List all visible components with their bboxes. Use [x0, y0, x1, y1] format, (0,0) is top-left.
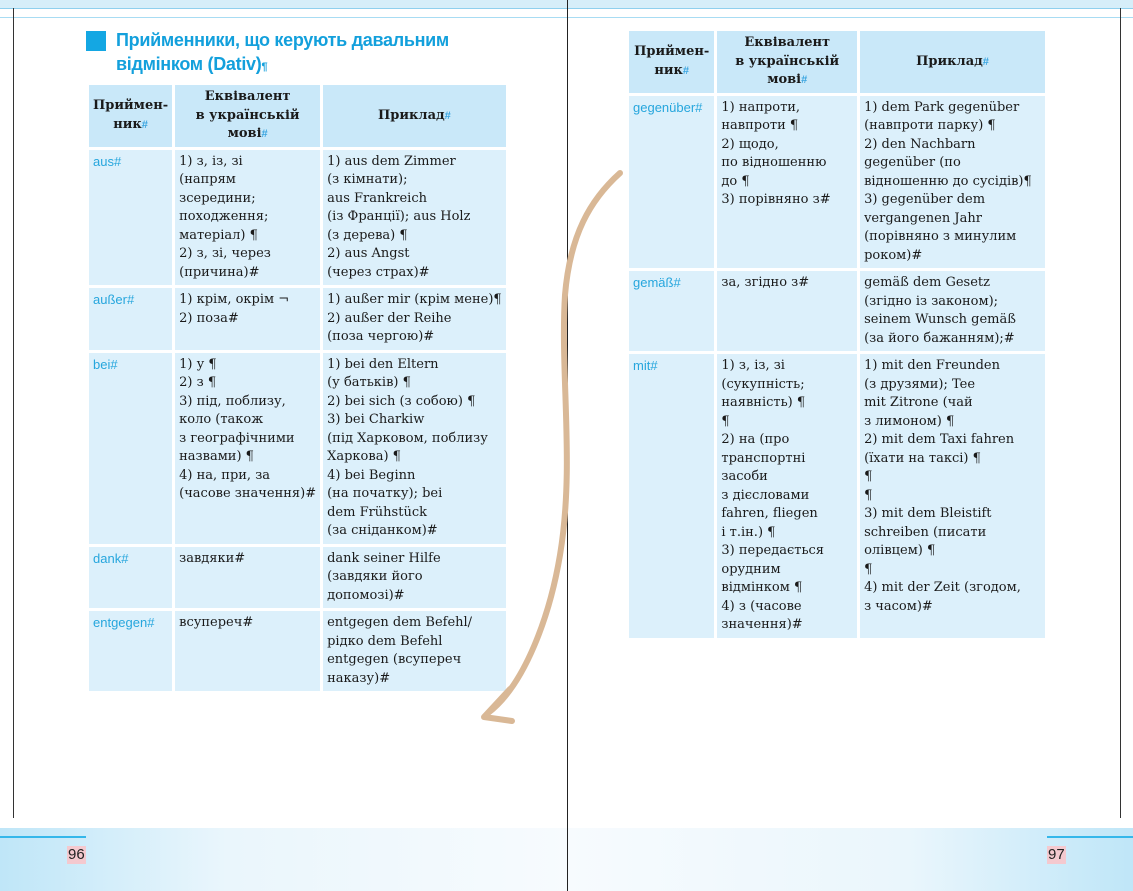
- cell-line: походження;: [179, 209, 269, 224]
- preposition-cell: [629, 271, 714, 351]
- cell-line: коло (також: [179, 412, 264, 427]
- right-prepositions-table: [626, 28, 1048, 641]
- cell-line: gemäß dem Gesetz: [864, 275, 990, 290]
- cell-line: mit Zitrone (чай: [864, 395, 973, 410]
- table-header-row: [629, 31, 1045, 93]
- cell-line: 1) außer mir (крім мене)¶: [327, 292, 502, 307]
- cell-line: ¶: [864, 487, 873, 503]
- cell-line: gegenüber (по: [864, 155, 961, 170]
- cell-line: 3) bei Charkiw: [327, 412, 425, 427]
- cell-line: gemäß#: [633, 275, 681, 290]
- cell-line: 1) у ¶: [179, 356, 217, 372]
- left-footer-rule: [0, 836, 86, 838]
- cell-line: (під Харковом, поблизу: [327, 430, 488, 446]
- cell-line: (напрям: [179, 172, 236, 187]
- cell-line: відношенню до сусідів)¶: [864, 173, 1032, 189]
- cell-line: рідко dem Befehl: [327, 633, 443, 649]
- cell-line: 1) dem Park gegenüber: [864, 99, 1020, 115]
- cell-line: (з дерева) ¶: [327, 227, 408, 243]
- cell-line: 2) на (про: [721, 432, 790, 447]
- cell-line: 4) з (часове: [721, 598, 802, 614]
- cell-line: (порівняно з минулим: [864, 229, 1017, 244]
- cell-line: fahren, fliegen: [721, 506, 818, 521]
- table-row: [629, 271, 1045, 351]
- table-row: [629, 96, 1045, 269]
- example-cell: [860, 354, 1045, 638]
- right-footer-rule: [1047, 836, 1133, 838]
- cell-line: (їхати на таксі) ¶: [864, 450, 981, 466]
- preposition-cell: [89, 611, 172, 691]
- cell-line: 3) порівняно з#: [721, 192, 831, 207]
- cell-line: schreiben (писати: [864, 524, 987, 540]
- cell-line: 2) außer der Reihe: [327, 310, 452, 326]
- table-row: [89, 611, 506, 691]
- cell-line: 1) bei den Eltern: [327, 356, 439, 372]
- cell-line: (часове значення)#: [179, 486, 317, 501]
- cell-line: (за сніданком)#: [327, 523, 438, 538]
- column-header-example: Приклад#: [860, 31, 1045, 93]
- cell-line: 1) з, із, зі: [179, 153, 243, 169]
- cell-line: ¶: [864, 469, 873, 484]
- column-header-equivalent: Еквівалент в українській мові#: [717, 31, 857, 93]
- cell-line: (поза чергою)#: [327, 329, 435, 344]
- cell-line: завдяки#: [179, 550, 246, 566]
- preposition-cell: [629, 354, 714, 638]
- cell-line: до ¶: [721, 173, 750, 189]
- cell-line: 3) mit dem Bleistift: [864, 506, 992, 521]
- cell-line: 2) з ¶: [179, 375, 217, 390]
- cell-line: aus#: [93, 153, 122, 169]
- cell-line: entgegen dem Befehl/: [327, 615, 473, 630]
- cell-line: ¶: [721, 413, 730, 429]
- cell-line: (сукупність;: [721, 376, 805, 392]
- cell-line: dank seiner Hilfe: [327, 550, 441, 566]
- cell-line: 4) mit der Zeit (згодом,: [864, 580, 1021, 595]
- left-table-body: [89, 150, 506, 692]
- table-row: [89, 353, 506, 544]
- right-margin-line: [1120, 8, 1121, 818]
- cell-line: (через страх)#: [327, 264, 430, 280]
- cell-line: навпроти ¶: [721, 118, 799, 133]
- cell-line: (згідно із законом);: [864, 293, 999, 309]
- preposition-cell: [629, 96, 714, 269]
- example-cell: [860, 271, 1045, 351]
- cell-line: entgegen#: [93, 615, 155, 630]
- cell-line: dem Frühstück: [327, 504, 427, 520]
- cell-line: 3) gegenüber dem: [864, 192, 986, 207]
- cell-line: mit#: [633, 358, 658, 373]
- cell-line: назвами) ¶: [179, 449, 254, 464]
- example-cell: [860, 96, 1045, 269]
- cell-line: 3) передається: [721, 543, 825, 558]
- preposition-cell: [89, 288, 172, 350]
- cell-line: всупереч#: [179, 615, 254, 630]
- right-table-body: [629, 96, 1045, 638]
- cell-line: 1) mit den Freunden: [864, 358, 1000, 373]
- preposition-cell: [89, 547, 172, 609]
- cell-line: 2) з, зі, через: [179, 246, 271, 261]
- cell-line: gegenüber#: [633, 99, 703, 115]
- cell-line: з лимоном) ¶: [864, 413, 955, 429]
- cell-line: і т.ін.) ¶: [721, 524, 776, 540]
- heading-line-1: Прийменники, що керують давальним: [116, 30, 449, 50]
- cell-line: 2) mit dem Taxi fahren: [864, 432, 1015, 447]
- cell-line: олівцем) ¶: [864, 543, 936, 558]
- cell-line: роком)#: [864, 247, 923, 263]
- left-margin-line: [13, 8, 14, 818]
- column-header-example: Приклад#: [323, 85, 506, 147]
- preposition-cell: [89, 353, 172, 544]
- heading-bullet-icon: [86, 31, 106, 51]
- cell-line: bei#: [93, 356, 118, 372]
- cell-line: наказу)#: [327, 670, 391, 686]
- cell-line: dank#: [93, 550, 129, 566]
- cell-line: (у батьків) ¶: [327, 375, 411, 390]
- cell-line: seinem Wunsch gemäß: [864, 312, 1016, 327]
- equivalent-cell: [717, 96, 857, 269]
- cell-line: (з кімнати);: [327, 172, 408, 187]
- cell-line: з часом)#: [864, 598, 933, 614]
- column-header-preposition: Приймен- ник#: [629, 31, 714, 93]
- cell-line: 3) під, поблизу,: [179, 393, 286, 409]
- equivalent-cell: [175, 353, 320, 544]
- heading-line-2: відмінком (Dativ): [116, 54, 262, 74]
- cell-line: 2) aus Angst: [327, 246, 410, 261]
- cell-line: außer#: [93, 292, 135, 307]
- table-row: [629, 354, 1045, 638]
- cell-line: entgegen (всупереч: [327, 652, 462, 667]
- cell-line: 1) з, із, зі: [721, 358, 785, 373]
- cell-line: 2) bei sich (з собою) ¶: [327, 393, 476, 409]
- cell-line: (з друзями); Tee: [864, 376, 976, 392]
- equivalent-cell: [717, 354, 857, 638]
- equivalent-cell: [175, 611, 320, 691]
- cell-line: наявність) ¶: [721, 395, 806, 410]
- cell-line: (за його бажанням);#: [864, 330, 1015, 346]
- column-header-preposition: Приймен- ник#: [89, 85, 172, 147]
- table-header-row: [89, 85, 506, 147]
- continuation-arrow-icon: [470, 165, 630, 735]
- cell-line: aus Frankreich: [327, 190, 427, 206]
- page-number-right: 97: [1048, 846, 1065, 863]
- cell-line: (із Франції); aus Holz: [327, 209, 471, 224]
- cell-line: по відношенню: [721, 155, 827, 170]
- cell-line: (на початку); bei: [327, 486, 443, 501]
- cell-line: значення)#: [721, 617, 803, 632]
- equivalent-cell: [175, 150, 320, 286]
- cell-line: (причина)#: [179, 264, 260, 280]
- equivalent-cell: [175, 547, 320, 609]
- table-row: [89, 288, 506, 350]
- cell-line: (навпроти парку) ¶: [864, 118, 996, 133]
- cell-line: 2) den Nachbarn: [864, 136, 976, 152]
- table-row: [89, 547, 506, 609]
- cell-line: 1) aus dem Zimmer: [327, 153, 456, 169]
- cell-line: з дієсловами: [721, 487, 810, 503]
- equivalent-cell: [175, 288, 320, 350]
- page-number-left: 96: [68, 846, 85, 863]
- cell-line: Харкова) ¶: [327, 449, 401, 464]
- cell-line: орудним: [721, 561, 781, 577]
- cell-line: засоби: [721, 469, 768, 484]
- cell-line: з географічними: [179, 430, 295, 446]
- preposition-cell: [89, 150, 172, 286]
- cell-line: ¶: [864, 561, 873, 577]
- cell-line: транспортні: [721, 450, 806, 466]
- cell-line: 4) на, при, за: [179, 467, 271, 483]
- column-header-equivalent: Еквівалент в українській мові#: [175, 85, 320, 147]
- cell-line: матеріал) ¶: [179, 227, 258, 243]
- cell-line: за, згідно з#: [721, 275, 810, 290]
- cell-line: допомозі)#: [327, 587, 405, 603]
- left-prepositions-table: [86, 82, 509, 694]
- cell-line: відмінком ¶: [721, 580, 803, 595]
- cell-line: зсередини;: [179, 190, 256, 206]
- cell-line: 2) поза#: [179, 310, 239, 326]
- cell-line: 1) напроти,: [721, 99, 801, 115]
- cell-line: 2) щодо,: [721, 136, 779, 152]
- cell-line: 1) крім, окрім ¬: [179, 292, 290, 307]
- equivalent-cell: [717, 271, 857, 351]
- table-row: [89, 150, 506, 286]
- heading-pilcrow: ¶: [261, 61, 268, 73]
- section-heading: [116, 28, 476, 79]
- cell-line: (завдяки його: [327, 569, 423, 584]
- cell-line: 4) bei Beginn: [327, 467, 416, 483]
- cell-line: vergangenen Jahr: [864, 210, 982, 226]
